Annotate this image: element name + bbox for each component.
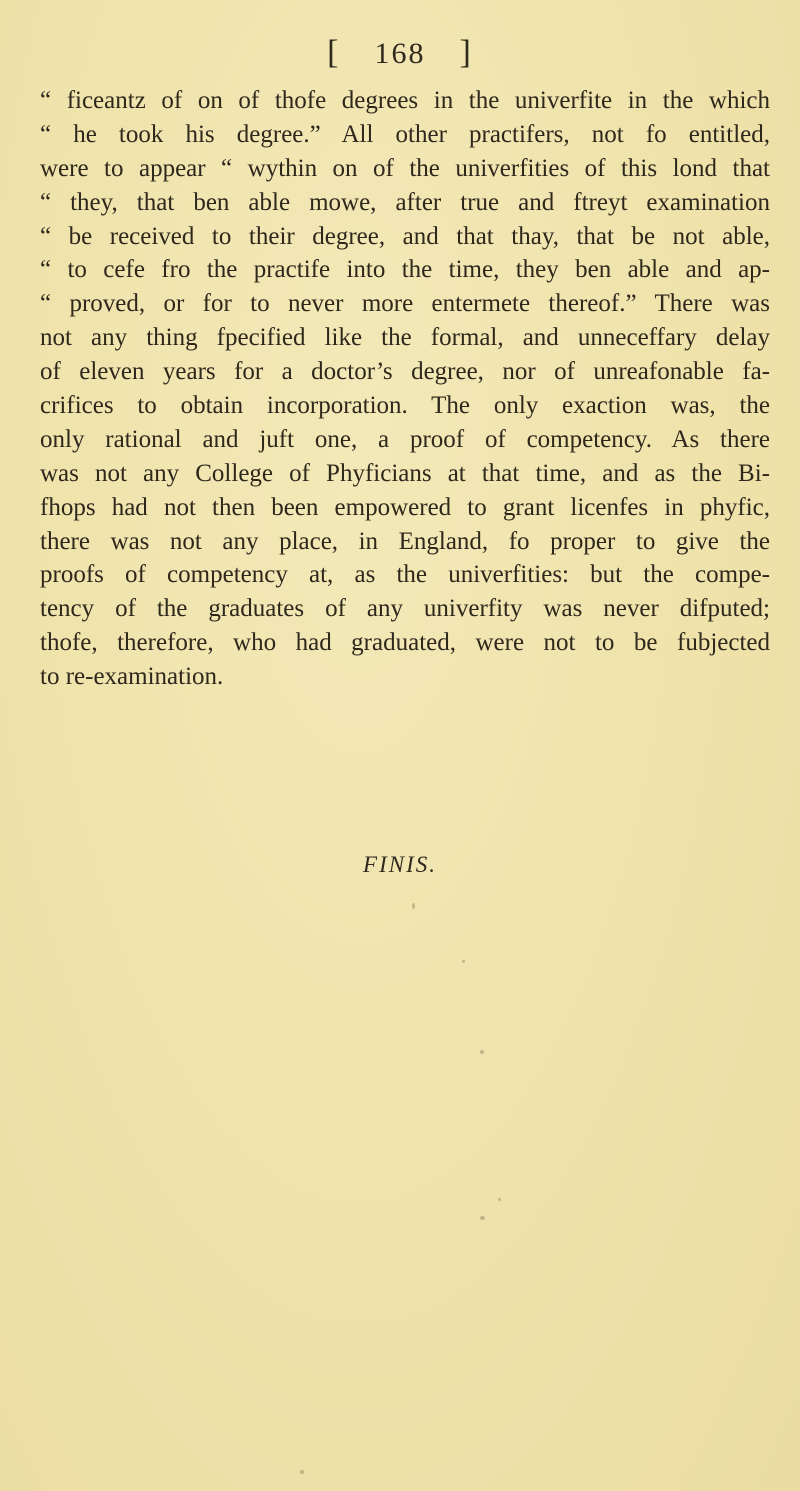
paper-speck (498, 1198, 501, 1201)
text-line: only rational and juft one, a proof of competency. As there (40, 425, 770, 453)
text-line: was not any College of Phyficians at that time, and as the Bi- (40, 459, 770, 487)
text-line: to re-examination. (40, 663, 224, 691)
open-bracket: [ (327, 34, 341, 71)
text-line: there was not any place, in England, fo proper to give the (40, 527, 770, 555)
text-line: crifices to obtain incorporation. The only exaction was, the (40, 392, 770, 420)
text-line: “ be received to their degree, and that thay, that be not able, (40, 222, 770, 250)
paper-speck (480, 1050, 484, 1054)
text-line: proofs of competency at, as the univerfities: but the compe- (40, 561, 770, 589)
text-line: were to appear “ wythin on of the univerfities of this lond that (40, 154, 770, 182)
paper-speck (462, 960, 465, 963)
text-line: not any thing fpecified like the formal, and unneceffary delay (40, 324, 770, 352)
text-line: “ to cefe fro the practife into the time, they ben able and ap- (40, 256, 770, 284)
paper-speck (480, 1216, 485, 1220)
text-line: “ proved, or for to never more entermete thereof.” There was (40, 290, 770, 318)
text-line: of eleven years for a doctor’s degree, nor of unreafonable fa- (40, 358, 770, 386)
text-line: thofe, therefore, who had graduated, were not to be fubjected (40, 629, 770, 657)
text-line: fhops had not then been empowered to grant licenfes in phyfic, (40, 493, 770, 521)
paper-speck (412, 903, 415, 909)
paper-speck (300, 1470, 304, 1474)
text-line: tency of the graduates of any univerfity was never difputed; (40, 595, 770, 623)
page-number-header (0, 34, 800, 72)
text-line: “ they, that ben able mowe, after true and ftreyt examination (40, 188, 770, 216)
text-line: “ he took his degree.” All other practifers, not fo entitled, (40, 120, 770, 148)
text-line: “ ficeantz of on of thofe degrees in the univerfite in the which (40, 87, 770, 114)
close-bracket: ] (459, 34, 473, 71)
finis-label: FINIS. (363, 852, 437, 877)
page-number: 168 (374, 37, 426, 70)
body-paragraph (40, 84, 770, 694)
